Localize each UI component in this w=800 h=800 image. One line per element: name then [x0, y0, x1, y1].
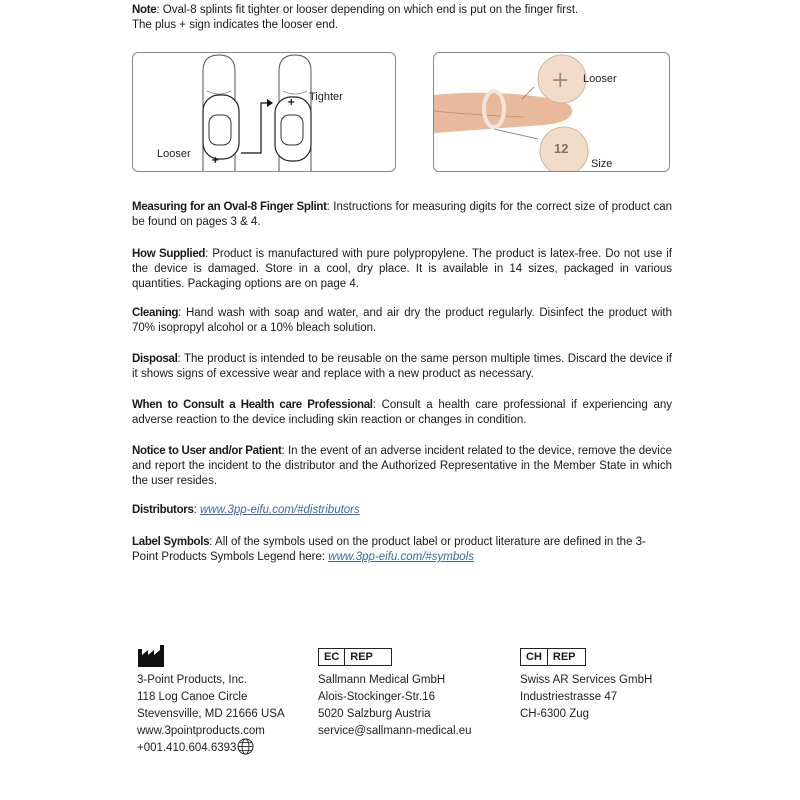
note-paragraph	[132, 3, 692, 33]
notice-body: : In the event of an adverse incident related to the device, remove the device and report the incident to the distributor and the Authorized Representative in the Member State in which the user resides.	[132, 445, 672, 487]
looser-label: Looser	[157, 148, 191, 160]
ch-rep-box-ch: CH	[526, 651, 542, 663]
ec-rep-box-rep: REP	[344, 649, 378, 665]
consult-section	[132, 398, 672, 428]
manufacturer-name: 3-Point Products, Inc.	[137, 674, 247, 686]
cleaning-section	[132, 306, 672, 336]
svg-text:+: +	[551, 68, 570, 93]
ec-rep-email: service@sallmann-medical.eu	[318, 725, 472, 737]
factory-icon	[137, 645, 167, 667]
looser-callout: Looser	[583, 73, 617, 85]
disposal-body: : The product is intended to be reusable on the same person multiple times. Discard the device if it shows signs of excessive wear and replace with a new product as necessary.	[132, 353, 672, 380]
supplied-heading: How Supplied	[132, 248, 206, 260]
consult-heading: When to Consult a Health care Professional	[132, 399, 373, 411]
ec-rep-symbol	[318, 648, 392, 666]
label-symbols-body: : All of the symbols used on the product label or product literature are defined in the 3-Point Products Symbols Legend here:	[132, 536, 646, 563]
manufacturer-phone-line	[137, 740, 285, 757]
distributors-heading: Distributors	[132, 504, 194, 516]
size-callout: Size	[591, 158, 613, 170]
ec-rep-name: Sallmann Medical GmbH	[318, 674, 446, 686]
ec-rep-block	[318, 648, 472, 740]
cleaning-body: : Hand wash with soap and water, and air dry the product regularly. Disinfect the product with 70% isopropyl alcohol or a 10% bleach solution.	[132, 307, 672, 334]
cleaning-heading: Cleaning	[132, 307, 179, 319]
label-symbols-section	[132, 535, 672, 565]
note-line-2: The plus + sign indicates the looser end.	[132, 19, 339, 31]
consult-body: : Consult a health care professional if experiencing any adverse reaction to the device including skin reaction or changes in condition.	[132, 399, 672, 426]
svg-text:+: +	[287, 97, 296, 108]
notice-heading: Notice to User and/or Patient	[132, 445, 282, 457]
manufacturer-street: 118 Log Canoe Circle	[137, 691, 248, 703]
ec-rep-street: Alois-Stockinger-Str.16	[318, 691, 435, 703]
manufacturer-phone: +001.410.604.6393	[137, 742, 237, 754]
splint-direction-diagram	[132, 52, 396, 172]
measuring-section	[132, 200, 672, 230]
symbols-link[interactable]: www.3pp-eifu.com/#symbols	[328, 551, 474, 563]
disposal-section	[132, 352, 672, 382]
ec-rep-box-ec: EC	[324, 651, 340, 663]
globe-icon	[237, 738, 254, 755]
ch-rep-box-rep: REP	[547, 649, 581, 665]
distributors-section	[132, 503, 672, 518]
ch-rep-city: CH-6300 Zug	[520, 708, 590, 720]
ch-rep-block	[520, 648, 652, 723]
label-symbols-heading: Label Symbols	[132, 536, 210, 548]
tighter-label: Tighter	[309, 91, 343, 103]
manufacturer-city: Stevensville, MD 21666 USA	[137, 708, 285, 720]
distributors-link[interactable]: www.3pp-eifu.com/#distributors	[199, 504, 360, 516]
ch-rep-street: Industriestrasse 47	[520, 691, 618, 703]
measuring-body: : Instructions for measuring digits for the correct size of product can be found on pages 3 & 4.	[132, 201, 672, 228]
splint-photo	[433, 52, 670, 172]
size-number: 12	[554, 141, 569, 156]
manufacturer-block	[137, 645, 285, 757]
distributors-separator: :	[193, 504, 200, 516]
manufacturer-website: www.3pointproducts.com	[137, 725, 265, 737]
note-heading: Note	[132, 4, 157, 16]
ec-rep-city: 5020 Salzburg Austria	[318, 708, 431, 720]
finger-photo-illustration	[434, 53, 669, 171]
measuring-heading: Measuring for an Oval-8 Finger Splint	[132, 201, 327, 213]
svg-text:+: +	[211, 155, 220, 166]
supplied-body: : Product is manufactured with pure polypropylene. The product is latex-free. Do not use if the device is damaged. Store in a cool, dry place. It is available in 14 sizes, packaged in various quantities. Packaging options are on page 4.	[132, 248, 672, 290]
notice-section	[132, 444, 672, 489]
disposal-heading: Disposal	[132, 353, 178, 365]
ch-rep-name: Swiss AR Services GmbH	[520, 674, 653, 686]
supplied-section	[132, 247, 672, 292]
note-line-1: : Oval-8 splints fit tighter or looser depending on which end is put on the finger first.	[156, 4, 579, 16]
ch-rep-symbol	[520, 648, 586, 666]
